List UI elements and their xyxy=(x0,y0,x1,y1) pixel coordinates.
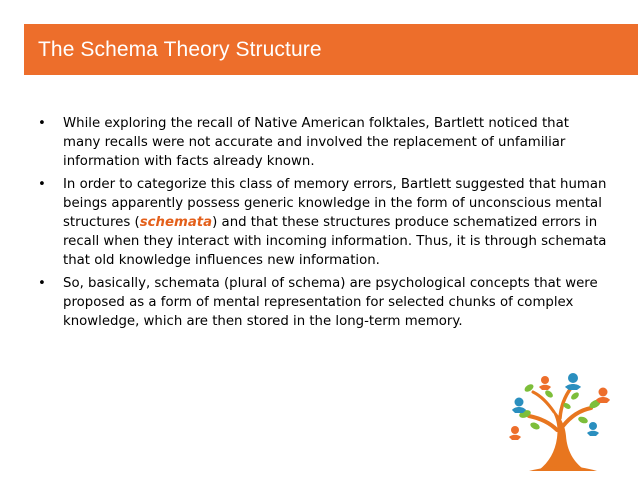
bullet-item xyxy=(38,175,608,270)
bullet-text-before: In order to categorize this class of memory errors, Bartlett suggested that human beings apparently possess generic knowledge in the form of unconscious mental structures ( xyxy=(63,177,607,230)
bullet-marker: • xyxy=(38,177,46,192)
bullet-list xyxy=(38,114,608,335)
highlighted-term: schemata xyxy=(139,215,213,230)
growth-tree-people-icon xyxy=(505,370,615,474)
slide-title: The Schema Theory Structure xyxy=(38,37,322,61)
bullet-text: While exploring the recall of Native American folktales, Bartlett noticed that many recalls were not accurate and involved the replacement of unfamiliar information with facts already known. xyxy=(63,116,569,169)
bullet-text-after: ) and that these structures produce schematized errors in recall when they interact with incoming information. Thus, it is through schemata that old knowledge influences new information. xyxy=(63,215,607,268)
bullet-item xyxy=(38,274,608,331)
title-bar xyxy=(24,24,638,75)
bullet-marker: • xyxy=(38,276,46,291)
bullet-marker: • xyxy=(38,116,46,131)
bullet-text: So, basically, schemata (plural of schema) are psychological concepts that were proposed as a form of mental representation for selected chunks of complex knowledge, which are then stored in the long-term memory. xyxy=(63,276,598,329)
bullet-item xyxy=(38,114,608,171)
